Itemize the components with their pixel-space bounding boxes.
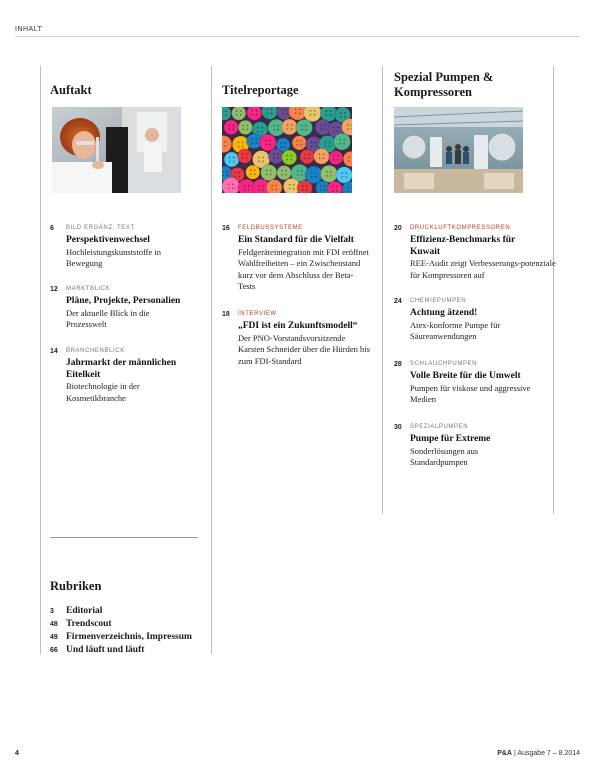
toc-entry[interactable]: [50, 285, 210, 335]
entry-page-number: 16: [222, 225, 230, 232]
toc-entry[interactable]: [50, 224, 210, 274]
entry-title: Effizienz-Benchmarks für Kuwait REE-Audit zeigt Verbesserungs-potenziale für Kompressoren auf: [410, 235, 520, 281]
entry-title: Jahrmarkt der männlichen Eitelkeit Biotechnologie in der Kosmetikbranche: [66, 358, 177, 403]
entry-description: Atex-konforme Pumpe für Säureanwendungen: [410, 319, 501, 342]
entry-kicker: SPEZIALPUMPEN: [410, 424, 469, 430]
photo-colorful-buttons: [222, 107, 352, 193]
rubrik-label: Editorial: [66, 606, 103, 616]
photo-compressor-plant: [394, 107, 523, 193]
top-divider: [15, 36, 580, 37]
entry-description: Sonderlösungen aus Standardpumpen: [410, 445, 479, 468]
entry-kicker: MARKTBLICK: [66, 286, 111, 292]
footer-issue: [497, 750, 580, 757]
entry-page-number: 28: [394, 361, 402, 368]
toc-entry[interactable]: [394, 224, 554, 284]
section-label: INHALT: [15, 26, 43, 33]
entry-description: Der aktuelle Blick in die Prozesswelt: [66, 307, 150, 330]
entry-kicker: INTERVIEW: [238, 311, 277, 317]
rubrik-page-number: 49: [50, 634, 58, 641]
entry-kicker: SCHLAUCHPUMPEN: [410, 361, 478, 367]
toc-entry[interactable]: [222, 224, 382, 299]
entry-description: Pumpen für viskose und aggressive Medien: [410, 382, 531, 405]
entry-kicker: FELDBUSSYSTEME: [238, 225, 303, 231]
entry-page-number: 30: [394, 424, 402, 431]
entry-page-number: 12: [50, 286, 58, 293]
rubriken-divider: [50, 537, 198, 538]
entry-page-number: 6: [50, 225, 54, 232]
footer-page-number: 4: [15, 750, 19, 757]
entry-title: Perspektivenwechsel Hochleistungskunststoffe in Bewegung: [66, 235, 236, 270]
rubrik-label: Und läuft und läuft: [66, 645, 145, 655]
rubrik-page-number: 66: [50, 647, 58, 654]
entry-title: „FDI ist ein Zukunftsmodell“ Der PNO-Vorstandsvorsitzende Karsten Schneider über die Hürden bis zum FDI-Standard: [238, 321, 388, 367]
column-divider-center: [211, 66, 212, 654]
column-title-auftakt: Auftakt: [50, 83, 92, 97]
rubrik-page-number: 3: [50, 608, 54, 615]
toc-entry[interactable]: [222, 310, 382, 385]
entry-page-number: 14: [50, 348, 58, 355]
entry-description: Der PNO-Vorstandsvorsitzende Karsten Schneider über die Hürden bis zum FDI-Standard: [238, 332, 370, 366]
entry-kicker: BILD ERGÄNZ. TEXT: [66, 225, 135, 231]
entry-kicker: DRUCKLUFTKOMPRESSOREN: [410, 225, 511, 231]
column-spezial: [394, 70, 524, 100]
entry-page-number: 24: [394, 298, 402, 305]
footer-brand: P&A: [497, 750, 512, 757]
entry-page-number: 20: [394, 225, 402, 232]
photo-lab-researcher: [52, 107, 181, 193]
entry-description: Hochleistungskunststoffe in Bewegung: [66, 246, 161, 269]
entry-description: Feldgeräteintegration mit FDI eröffnet Wahlfreiheiten – ein Zwischenstand kurz vor dem Abschluss der Beta-Tests: [238, 246, 369, 292]
entry-kicker: CHEMIEPUMPEN: [410, 298, 467, 304]
entry-title: Pumpe für Extreme Sonderlösungen aus Standardpumpen: [410, 434, 580, 469]
rubrik-page-number: 48: [50, 621, 58, 628]
column-divider-left: [40, 66, 41, 654]
entry-title: Ein Standard für die Vielfalt Feldgeräteintegration mit FDI eröffnet Wahlfreiheiten – ein Zwischenstand kurz vor dem Abschluss der Beta-Tests: [238, 235, 369, 292]
toc-entry[interactable]: [394, 360, 554, 410]
footer-issue-label: Ausgabe 7 – 8.2014: [517, 750, 580, 757]
rubrik-label: Trendscout: [66, 619, 112, 629]
toc-entry[interactable]: [394, 423, 554, 473]
column-titelreportage: [222, 83, 299, 98]
entry-kicker: BRANCHENBLICK: [66, 348, 125, 354]
column-title-spezial: Spezial Pumpen & Kompressoren: [394, 70, 494, 99]
toc-entry[interactable]: [394, 297, 554, 347]
entry-title: Volle Breite für die Umwelt Pumpen für viskose und aggressive Medien: [410, 371, 580, 406]
footer-separator: |: [513, 750, 518, 757]
rubrik-label: Firmenverzeichnis, Impressum: [66, 632, 192, 642]
column-title-titelreportage: Titelreportage: [222, 83, 299, 97]
entry-page-number: 18: [222, 311, 230, 318]
entry-title: Achtung ätzend! Atex-konforme Pumpe für Säureanwendungen: [410, 308, 580, 343]
entry-title: Pläne, Projekte, Personalien Der aktuelle Blick in die Prozesswelt: [66, 296, 181, 330]
entry-description: REE-Audit zeigt Verbesserungs-potenziale für Kompressoren auf: [410, 258, 556, 280]
rubriken-title: Rubriken: [50, 579, 102, 593]
column-auftakt: [50, 83, 92, 98]
entry-description: Biotechnologie in der Kosmetikbranche: [66, 381, 140, 403]
toc-entry[interactable]: [50, 347, 210, 407]
